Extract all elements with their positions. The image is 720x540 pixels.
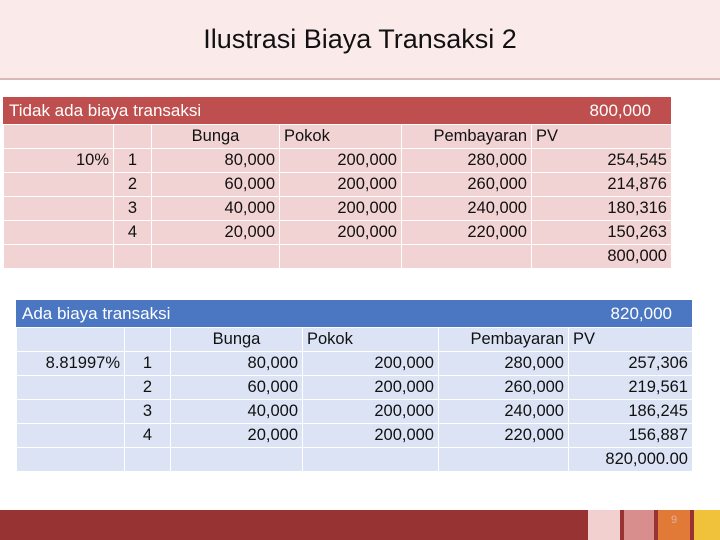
bunga-cell: 60,000 <box>171 376 303 400</box>
pembayaran-cell: 240,000 <box>402 197 532 221</box>
pokok-cell: 200,000 <box>303 400 439 424</box>
panel-header <box>3 97 671 124</box>
header-pokok: Pokok <box>280 125 402 149</box>
header-bunga: Bunga <box>171 328 303 352</box>
panel-amount: 800,000 <box>589 101 651 120</box>
amortization-table <box>16 327 693 472</box>
pokok-cell: 200,000 <box>303 352 439 376</box>
pembayaran-cell: 260,000 <box>439 376 569 400</box>
pv-cell: 150,263 <box>532 221 672 245</box>
period-cell: 3 <box>114 197 152 221</box>
rate-cell: 10% <box>4 149 114 173</box>
pv-cell: 219,561 <box>569 376 693 400</box>
pembayaran-cell: 260,000 <box>402 173 532 197</box>
total-pv-cell: 820,000.00 <box>569 448 693 472</box>
header-pembayaran: Pembayaran <box>402 125 532 149</box>
table-row <box>4 197 672 221</box>
header-pv: PV <box>532 125 672 149</box>
pembayaran-cell: 220,000 <box>402 221 532 245</box>
period-cell: 1 <box>114 149 152 173</box>
header-pembayaran: Pembayaran <box>439 328 569 352</box>
pokok-cell: 200,000 <box>280 197 402 221</box>
table-total-row <box>4 245 672 269</box>
period-cell: 2 <box>114 173 152 197</box>
title-band <box>0 0 720 80</box>
table-header-row <box>17 328 693 352</box>
header-bunga: Bunga <box>152 125 280 149</box>
table-header-row <box>4 125 672 149</box>
period-cell: 3 <box>125 400 171 424</box>
panel-label: Tidak ada biaya transaksi <box>9 101 202 120</box>
pembayaran-cell: 220,000 <box>439 424 569 448</box>
pv-cell: 254,545 <box>532 149 672 173</box>
period-cell: 1 <box>125 352 171 376</box>
table-row <box>4 173 672 197</box>
bunga-cell: 80,000 <box>152 149 280 173</box>
pv-cell: 156,887 <box>569 424 693 448</box>
bunga-cell: 40,000 <box>152 197 280 221</box>
footer-accent-square <box>588 510 620 540</box>
pokok-cell: 200,000 <box>280 173 402 197</box>
footer-accent-square <box>624 510 654 540</box>
table-total-row <box>17 448 693 472</box>
table-row <box>4 221 672 245</box>
panel-header <box>16 300 692 327</box>
panel-amount: 820,000 <box>610 304 672 323</box>
pembayaran-cell: 280,000 <box>439 352 569 376</box>
pv-cell: 180,316 <box>532 197 672 221</box>
header-pv: PV <box>569 328 693 352</box>
pokok-cell: 200,000 <box>303 424 439 448</box>
total-pv-cell: 800,000 <box>532 245 672 269</box>
slide-title: Ilustrasi Biaya Transaksi 2 <box>203 24 517 54</box>
pv-cell: 214,876 <box>532 173 672 197</box>
pokok-cell: 200,000 <box>303 376 439 400</box>
bunga-cell: 40,000 <box>171 400 303 424</box>
panel-label: Ada biaya transaksi <box>22 304 171 323</box>
table-row <box>4 149 672 173</box>
pembayaran-cell: 240,000 <box>439 400 569 424</box>
table-row <box>17 400 693 424</box>
table-row <box>17 424 693 448</box>
amortization-table <box>3 124 672 269</box>
table-row <box>17 352 693 376</box>
header-pokok: Pokok <box>303 328 439 352</box>
footer-accent-square <box>694 510 720 540</box>
page-number: 9 <box>670 514 678 526</box>
bunga-cell: 80,000 <box>171 352 303 376</box>
period-cell: 4 <box>125 424 171 448</box>
pembayaran-cell: 280,000 <box>402 149 532 173</box>
pokok-cell: 200,000 <box>280 149 402 173</box>
bunga-cell: 60,000 <box>152 173 280 197</box>
period-cell: 4 <box>114 221 152 245</box>
pv-cell: 186,245 <box>569 400 693 424</box>
table-row <box>17 376 693 400</box>
bunga-cell: 20,000 <box>152 221 280 245</box>
period-cell: 2 <box>125 376 171 400</box>
bunga-cell: 20,000 <box>171 424 303 448</box>
pv-cell: 257,306 <box>569 352 693 376</box>
pokok-cell: 200,000 <box>280 221 402 245</box>
rate-cell: 8.81997% <box>17 352 125 376</box>
